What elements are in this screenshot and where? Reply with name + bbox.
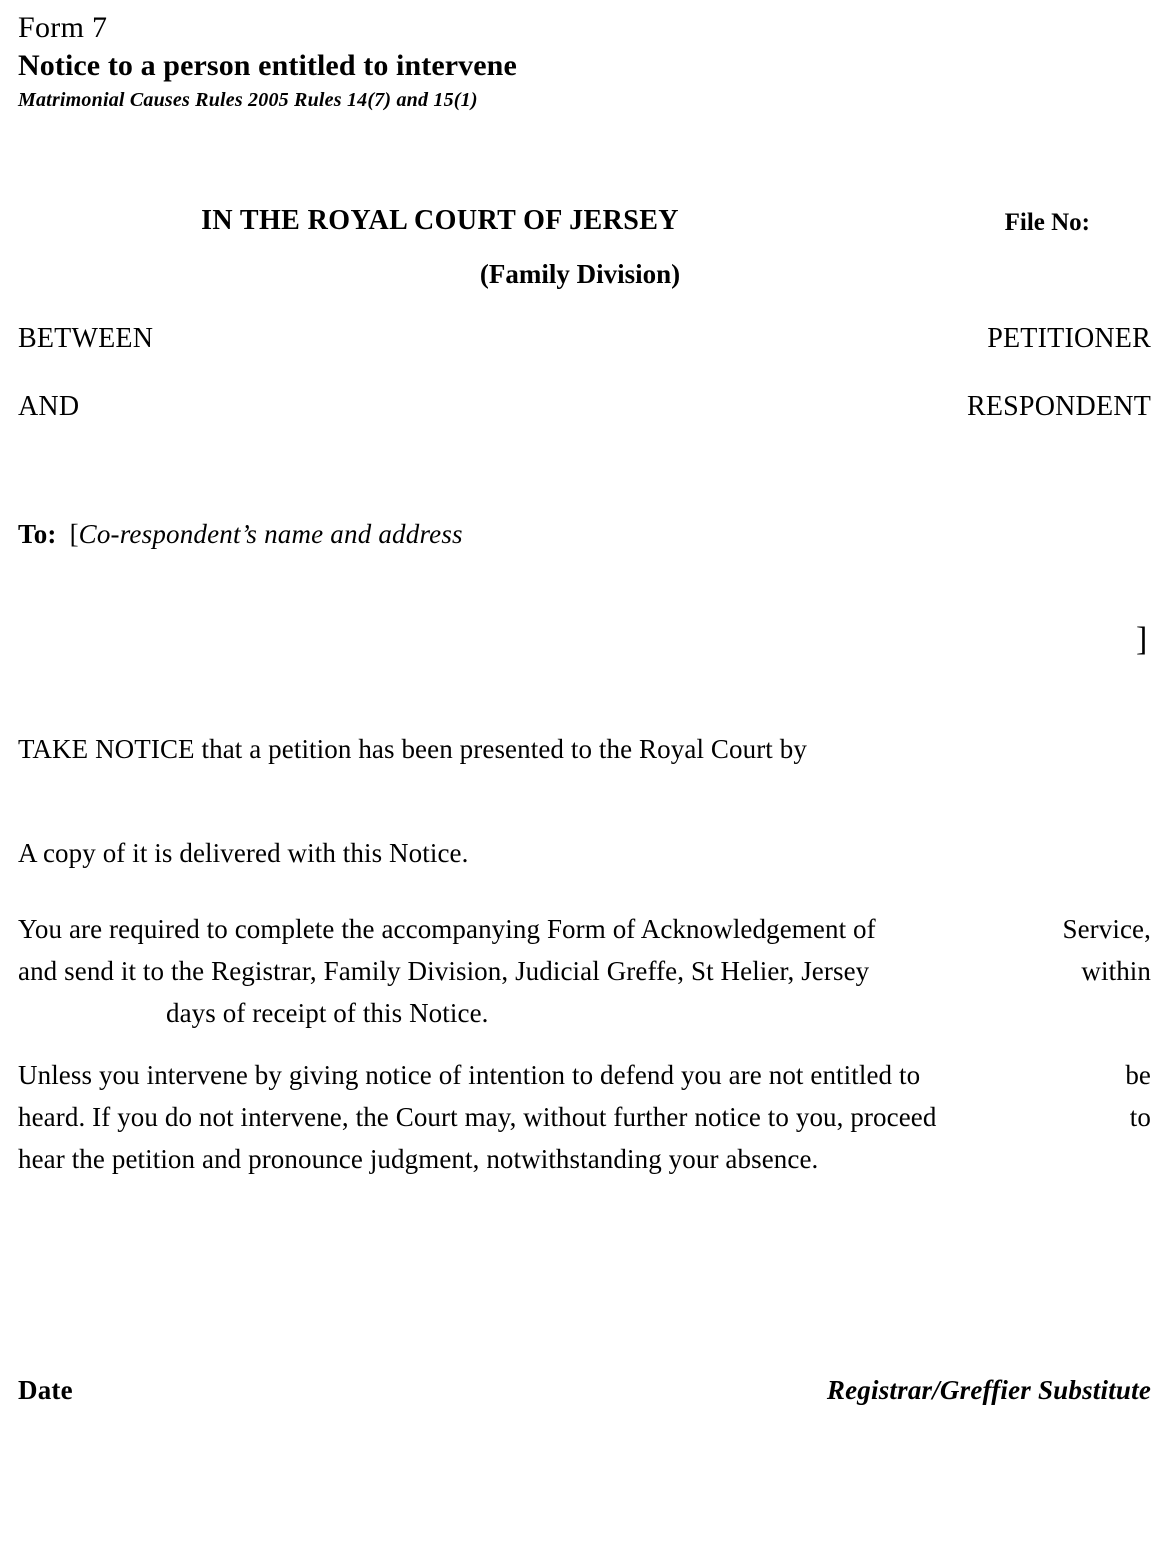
date-label: Date	[18, 1375, 73, 1405]
paragraph-line	[18, 1054, 1151, 1096]
paragraph-line	[18, 1096, 1151, 1138]
signatory-title: Registrar/Greffier Substitute	[826, 1375, 1151, 1405]
file-number-label: File No:	[1004, 209, 1090, 236]
paragraph-line: hear the petition and pronounce judgment, notwithstanding your absence.	[18, 1144, 819, 1174]
signature-block	[18, 1374, 1151, 1407]
respondent-role-label: RESPONDENT	[966, 391, 1151, 422]
paragraph-line	[18, 908, 1151, 950]
between-label: BETWEEN	[18, 323, 154, 354]
party-row-respondent	[18, 390, 1151, 424]
page-title: Notice to a person entitled to intervene	[18, 49, 517, 82]
party-row-petitioner	[18, 322, 1151, 356]
and-label: AND	[18, 391, 80, 422]
paragraph-line-text: and send it to the Registrar, Family Division, Judicial Greffe, St Helier, Jersey	[18, 956, 870, 986]
addressee-hint: Co-respondent’s name and address	[78, 519, 463, 549]
paragraph-line-text: You are required to complete the accompanying Form of Acknowledgement of	[18, 914, 876, 944]
addressee-bracket-open: [	[69, 519, 79, 549]
paragraph-line-text: to	[1129, 1102, 1151, 1132]
paragraph-line-text: be	[1125, 1060, 1151, 1090]
paragraph-line-text: heard. If you do not intervene, the Court may, without further notice to you, proceed	[18, 1102, 937, 1132]
paragraph-take-notice: TAKE NOTICE that a petition has been presented to the Royal Court by	[18, 734, 807, 764]
court-name: IN THE ROYAL COURT OF JERSEY	[201, 205, 679, 236]
paragraph-line-text: Service,	[1062, 914, 1151, 944]
paragraph-copy-delivered: A copy of it is delivered with this Notice.	[18, 838, 469, 868]
paragraph-line-days: days of receipt of this Notice.	[166, 998, 489, 1028]
to-label: To:	[18, 519, 57, 549]
court-division: (Family Division)	[479, 259, 681, 289]
paragraph-complete-acknowledgement	[18, 908, 1151, 1034]
paragraph-line-text: Unless you intervene by giving notice of intention to defend you are not entitled to	[18, 1060, 921, 1090]
form-number: Form 7	[18, 11, 108, 44]
paragraph-unless-intervene	[18, 1054, 1151, 1180]
paragraph-line-text: within	[1081, 956, 1151, 986]
petitioner-role-label: PETITIONER	[987, 323, 1151, 354]
addressee-line	[18, 518, 463, 551]
addressee-bracket-close: ]	[1136, 621, 1148, 658]
document-subtitle: Matrimonial Causes Rules 2005 Rules 14(7) and 15(1)	[18, 89, 478, 111]
paragraph-line	[18, 950, 1151, 992]
